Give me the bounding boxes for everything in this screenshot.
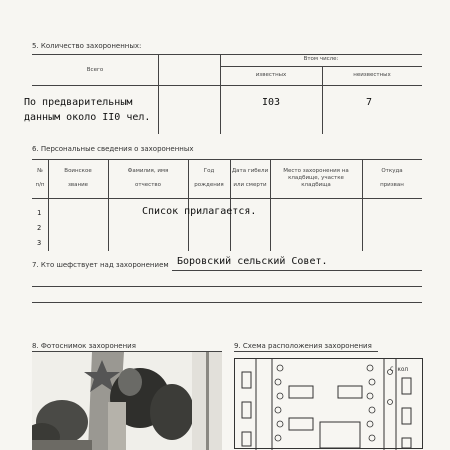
col-total-header: Всего	[86, 67, 104, 73]
patron-value: Боровский сельский Совет.	[177, 256, 328, 267]
header-name-1: Фамилия, имя	[127, 168, 169, 174]
col-known-header: известных	[255, 72, 287, 78]
section7-label: 7. Кто шефствует над захоронением	[32, 261, 169, 269]
memorial-photo	[32, 352, 222, 450]
header-place-3: кладбища	[301, 181, 331, 188]
header-num-2: п/п	[35, 181, 45, 188]
header-origin-1: Откуда	[381, 168, 403, 174]
header-name-2: отчество	[134, 181, 162, 188]
table-row-number: 3	[37, 239, 42, 247]
burial-layout-scheme	[234, 352, 424, 450]
patron-underline	[172, 270, 422, 271]
header-death-2: или смерти	[233, 181, 267, 188]
unknown-value: 7	[366, 97, 373, 108]
header-place-1: Место захоронения на	[283, 168, 349, 174]
known-value: I03	[262, 97, 281, 108]
list-attached-note: Список прилагается.	[142, 206, 257, 217]
blank-line	[32, 302, 422, 303]
col-unknown-header: неизвестных	[353, 72, 391, 78]
blank-line	[32, 286, 422, 287]
section5-title: 5. Количество захороненных:	[32, 42, 142, 50]
col-including-header: Втом числе:	[303, 56, 339, 62]
header-origin-2: призван	[380, 181, 404, 188]
section8-title: 8. Фотоснимок захоронения	[32, 342, 136, 350]
header-year-2: рождения	[194, 181, 224, 188]
header-year-1: Год	[203, 168, 215, 174]
section9-title: 9. Схема расположения захоронения	[234, 342, 372, 350]
header-place-2: кладбище, участке	[288, 174, 344, 181]
total-line-2: данным около II0 чел.	[24, 112, 151, 123]
header-death-1: Дата гибели	[231, 168, 269, 174]
header-num-1: №	[37, 168, 43, 174]
table-row-number: 1	[37, 209, 42, 217]
total-line-1: По предварительным	[24, 97, 133, 108]
scheme-map-label: С кол	[390, 366, 409, 373]
section6-title: 6. Персональные сведения о захороненных	[32, 145, 194, 153]
header-rank-2: звание	[67, 181, 89, 188]
header-rank-1: Воинское	[64, 168, 92, 174]
table-row-number: 2	[37, 224, 42, 232]
